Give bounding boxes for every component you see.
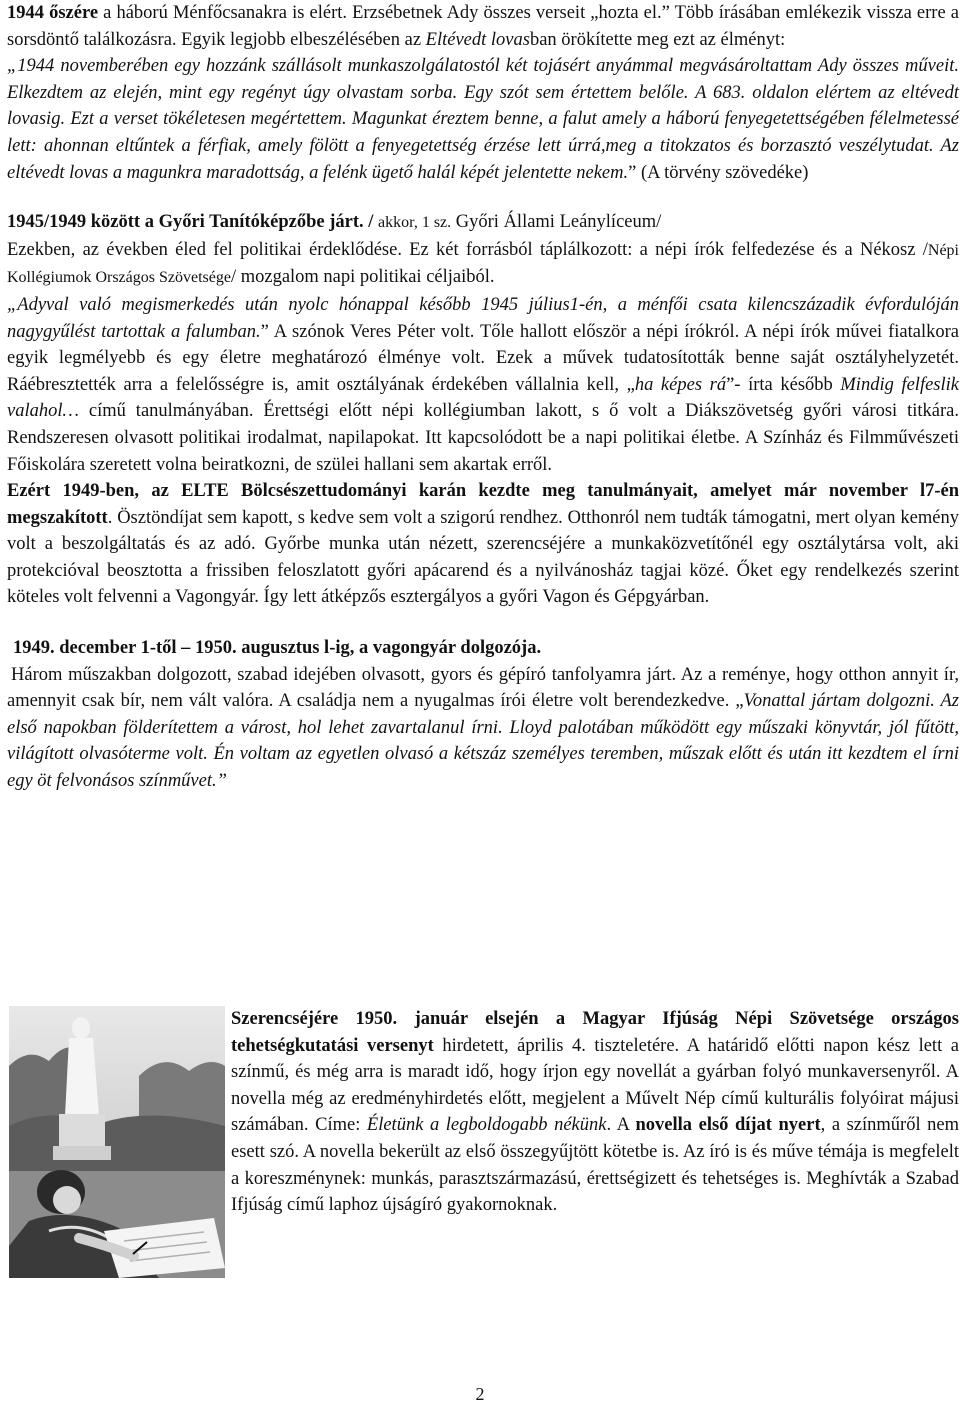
text-run: Ezért 1949-ben, az ELTE Bölcsészettudományi karán kezdte meg tanulmányait, amelyet már november l7-én megszakított <box>7 481 959 528</box>
text-run: ban örökítette meg ezt az élményt: <box>529 29 786 50</box>
text-run: , a színműről nem esett szó. A novella bekerült az első összegyűjtött kötetbe is. Az író is és műve témája is megfelelt a koreszménynek: munkás, parasztszármazású, érettségizett és tehetséges is. Meghívták a Szabad Ifjúság című laphoz újságíró gyakornoknak. <box>231 1115 959 1216</box>
paragraph <box>7 237 959 292</box>
text-run: Életünk a legboldogabb nékünk <box>366 1115 607 1136</box>
text-run: ”- írta később <box>726 374 841 395</box>
paragraph <box>7 478 959 611</box>
document-page <box>7 0 959 1408</box>
text-run: ” A szónok Veres Péter volt. Tőle hallott először a népi írókról. A népi írók művei fiatalkora egyik legmélyebb és egy életre meghatározó élménye volt. Ezek a művek tudatosították benne saját osztályhelyzetét. Ráébresztették arra a felelősségre is, amit osztályának érdekében vállalnia kell, „ <box>7 321 959 395</box>
paragraph <box>7 209 959 237</box>
photo-woman-writing <box>9 1006 225 1278</box>
paragraph <box>7 292 959 478</box>
text-run: a háború Ménfőcsanakra is elért. Erzsébetnek Ady összes verseit „hozta el.” Több írásában emlékezik vissza erre a sorsdöntő találkozásra. Egyik legjobb elbeszélésében az <box>7 3 959 50</box>
text-run: Eltévedt lovas <box>425 29 530 50</box>
text-run: Győri Állami Leánylíceum/ <box>451 212 662 233</box>
text-run: Három műszakban dolgozott, szabad idejében olvasott, gyors és gépíró tanfolyamra járt. Az a reménye, hogy otthon annyit ír, amennyit csak bír, nem vált valóra. A családja nem a nyugalmas írói életre volt berendezkedve. „ <box>7 664 959 712</box>
text-run: „1944 novemberében egy hozzánk szállásolt munkaszolgálatostól két tojásért anyámmal megvásároltattam Ady összes műveit. Elkezdtem az elején, mint egy regényt úgy olvastam sorba. Egy szót sem értettem belőle. A 683. oldalon elértem az eltévedt lovasig. Ezt a verset tökéletesen megértettem. Magunkat éreztem benne, a falut amely a háború fenyegetettségében félelmetessé lett: ahonnan eltűntek a férfiak, amely fölött a fenyegetettség érzése lett úrrá,meg a titokzatos és borzasztó veszélytudat. Az eltévedt lovas a magunkra maradottság, a felénk ügető halál képét jelentette nekem. <box>7 56 959 183</box>
paragraph <box>7 662 959 795</box>
main-text-flow <box>7 0 959 795</box>
text-run: novella első díjat nyert <box>635 1115 821 1136</box>
text-run: Ezekben, az években éled fel politikai érdeklődése. Ez két forrásból táplálkozott: a népi írók felfedezése és a Nékosz / <box>7 239 928 260</box>
text-run: 1949. december 1-től – 1950. augusztus l-ig, a vagongyár dolgozója. <box>13 638 542 659</box>
paragraph <box>7 53 959 186</box>
text-run: ha képes rá <box>634 374 727 395</box>
page-number: 2 <box>475 1384 485 1404</box>
text-run: 1944 őszére <box>7 3 99 23</box>
text-run: 1945/1949 között a Győri Tanítóképzőbe járt. <box>7 212 364 233</box>
section-heading <box>13 635 959 662</box>
text-run: Mindig felfeslik valahol… <box>7 374 959 422</box>
text-run: . Ösztöndíjat sem kapott, s kedve sem volt a szigorú rendhez. Otthonról nem tudták támogatni, mert olyan kemény volt a beszolgáltatás és az adó. Győrbe munka után nézett, szerencséjére a munkaközvetítőnél egy osztálytársa volt, aki protekcióval beosztotta a frissiben feloszlatott győri apácarend és a nyilvánosház tagjai közé. Őket egy rendelkezés szerint köteles volt felvenni a Vagongyár. Így lett átképzős esztergályos a győri Vagon és Gépgyárban. <box>7 507 959 608</box>
right-column-text <box>231 1006 959 1219</box>
text-run: / mozgalom napi politikai céljaiból. <box>230 267 495 288</box>
text-run: hirdetett, április 4. tiszteletére. A határidő előtti napon kész lett a színmű, és még arra is maradt idő, hogy írjon egy novellát a gyárban folyó munkaversenyről. A novella még az eredményhirdetés előtt, megjelent a Művelt Nép című kulturális folyóirat májusi számában. Címe: <box>231 1035 959 1136</box>
text-run: / <box>363 212 379 233</box>
text-run: „Adyval való megismerkedés után nyolc hónappal később 1945 július1-én, a ménfői csata kilencszázadik évfordulóján nagygyűlést tartottak a falumban. <box>7 294 959 342</box>
text-run: ” (A törvény szövedéke) <box>628 162 809 183</box>
text-run: Szerencséjére 1950. <box>231 1009 398 1029</box>
text-run: . A <box>606 1115 636 1136</box>
spacer <box>7 186 959 209</box>
paragraph <box>7 0 959 53</box>
spacer <box>7 611 959 635</box>
text-run <box>397 1009 414 1029</box>
paragraph-right <box>231 1006 959 1219</box>
photo-image <box>9 1006 225 1278</box>
text-run: Vonattal jártam dolgozni. Az első napokban földerítettem a várost, hol lehet zavartalanul írni. Lloyd palotában működött egy műszaki könyvtár, jól fűtött, világított olvasóterme volt. Én voltam az egyetlen olvasó a kétszáz személyes teremben, műszak előtt és után itt kezdtem el írni egy öt felvonásos színművet.” <box>7 691 960 792</box>
text-run: Népi Kollégiumok Országos Szövetsége <box>7 241 959 287</box>
text-run: akkor, 1 sz. <box>378 214 452 232</box>
text-run: január elsején a Magyar Ifjúság Népi Szövetsége országos tehetségkutatási versenyt <box>231 1009 960 1056</box>
text-run: című tanulmányában. Érettségi előtt népi kollégiumban lakott, s ő volt a Diákszövetség győri városi titkára. Rendszeresen olvasott politikai irodalmat, napilapokat. Itt kapcsolódott be a napi politikai életbe. A Színház és Filmművészeti Főiskolára szeretett volna beiratkozni, de szülei hallani sem akartak erről. <box>7 401 959 475</box>
